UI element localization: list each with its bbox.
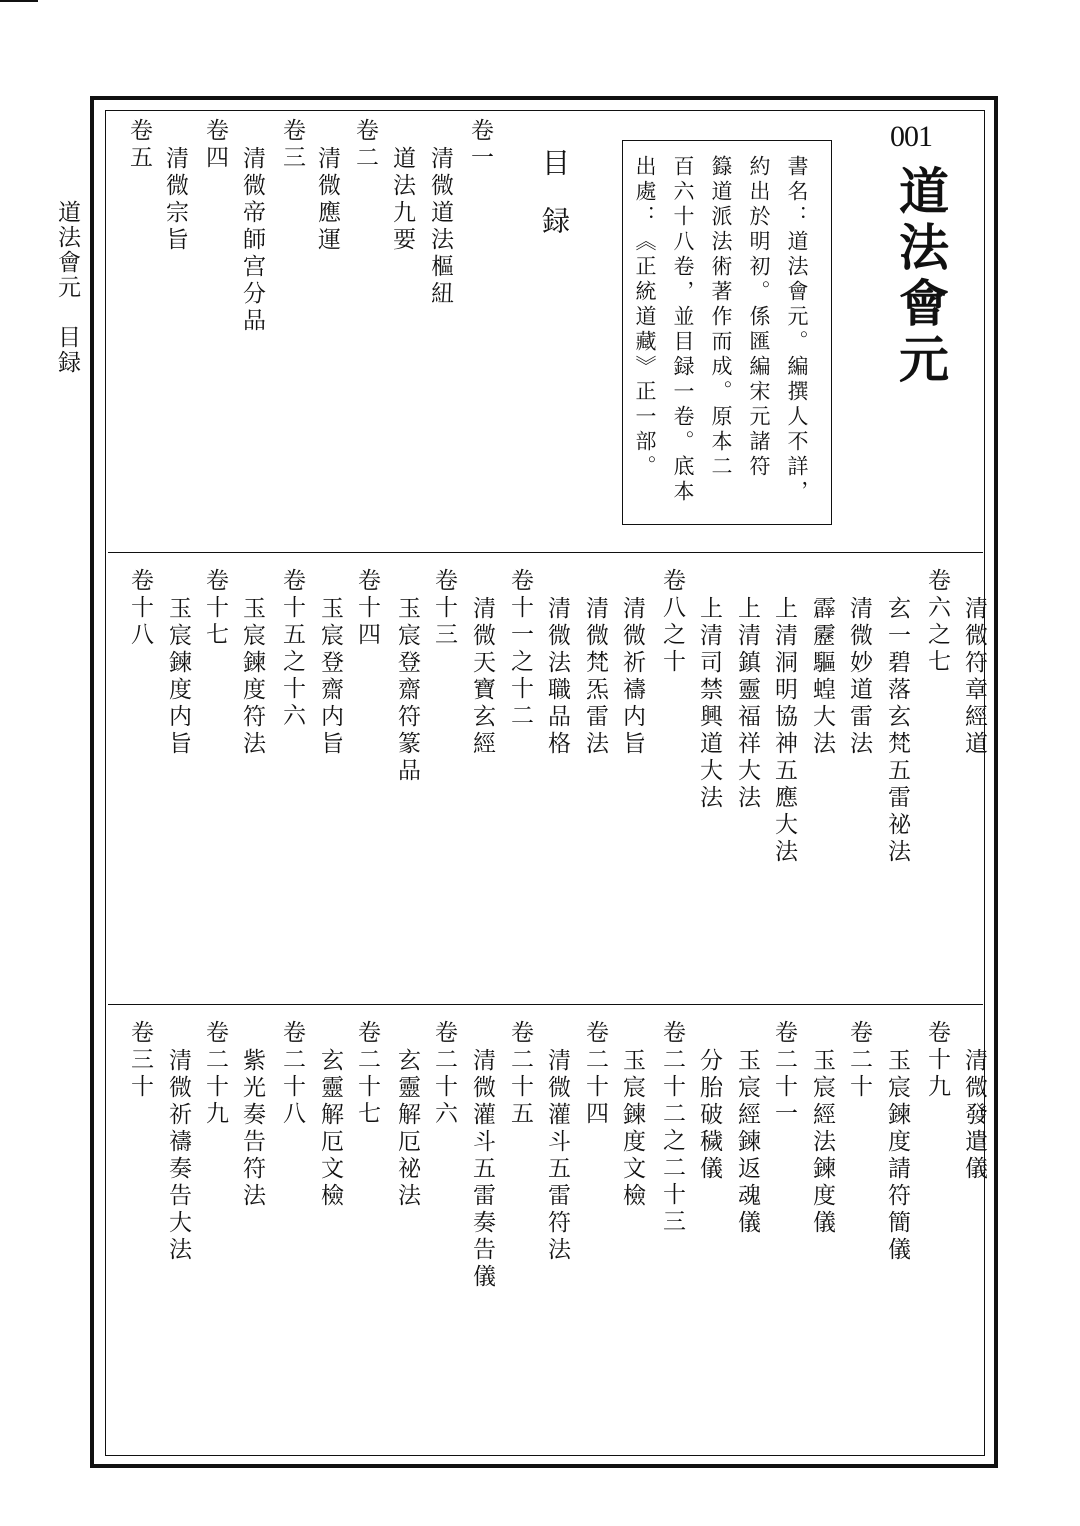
toc-volume-label: 卷二十八 xyxy=(279,1020,305,1128)
toc-entry-title: 清微天寶玄經 xyxy=(469,596,495,758)
toc-entry-title: 道法九要 xyxy=(389,146,415,254)
info-line: 出處：《正統道藏》正一部。 xyxy=(633,155,657,480)
toc-entry-title: 分胎破穢儀 xyxy=(696,1048,722,1183)
toc-volume-label: 卷二十一 xyxy=(771,1020,797,1128)
toc-entry-title: 上清司禁興道大法 xyxy=(696,596,722,812)
toc-entry-title: 清微祈禱内旨 xyxy=(619,596,645,758)
toc-volume-label: 卷十八 xyxy=(127,568,153,649)
toc-volume-label: 卷十七 xyxy=(202,568,228,649)
toc-heading: 目録 xyxy=(538,148,571,264)
toc-volume-label: 卷二 xyxy=(352,118,378,172)
toc-entry-title: 清微符章經道 xyxy=(961,596,987,758)
toc-volume-label: 卷五 xyxy=(126,118,152,172)
toc-entry-title: 清微應運 xyxy=(314,146,340,254)
toc-entry-title: 清微灌斗五雷符法 xyxy=(544,1048,570,1264)
toc-volume-label: 卷三十 xyxy=(127,1020,153,1101)
toc-volume-label: 卷二十九 xyxy=(202,1020,228,1128)
toc-volume-label: 卷二十五 xyxy=(507,1020,533,1128)
info-line: 約出於明初。係匯編宋元諸符 xyxy=(747,155,771,480)
toc-entry-title: 清微法職品格 xyxy=(544,596,570,758)
toc-entry-title: 清微道法樞紐 xyxy=(427,146,453,308)
toc-entry-title: 玉宸鍊度内旨 xyxy=(165,596,191,758)
toc-volume-label: 卷十四 xyxy=(354,568,380,649)
toc-entry-title: 玉宸經法鍊度儀 xyxy=(809,1048,835,1237)
toc-volume-label: 卷一 xyxy=(467,118,493,172)
toc-entry-title: 玉宸登齋符篆品 xyxy=(394,596,420,785)
toc-volume-label: 卷二十四 xyxy=(582,1020,608,1128)
running-header: 道法會元 目録 xyxy=(54,200,80,375)
toc-entry-title: 玄靈解厄文檢 xyxy=(317,1048,343,1210)
toc-entry-title: 清微灌斗五雷奏告儀 xyxy=(469,1048,495,1291)
info-line: 百六十八卷，並目録一卷。底本 xyxy=(671,155,695,505)
toc-volume-label: 卷十三 xyxy=(431,568,457,649)
toc-entry-title: 玄一碧落玄梵五雷祕法 xyxy=(884,596,910,866)
toc-entry-title: 清微祈禱奏告大法 xyxy=(165,1048,191,1264)
toc-entry-title: 玉宸鍊度文檢 xyxy=(619,1048,645,1210)
toc-volume-label: 卷三 xyxy=(279,118,305,172)
toc-volume-label: 卷二十七 xyxy=(354,1020,380,1128)
toc-entry-title: 玉宸鍊度符法 xyxy=(239,596,265,758)
info-line: 籙道派法術著作而成。原本二 xyxy=(709,155,733,480)
book-title: 道法會元 xyxy=(891,165,950,389)
toc-volume-label: 卷二十 xyxy=(846,1020,872,1101)
toc-volume-label: 卷二十六 xyxy=(431,1020,457,1128)
toc-volume-label: 卷四 xyxy=(202,118,228,172)
section-divider xyxy=(108,552,983,553)
toc-volume-label: 卷六之七 xyxy=(924,568,950,676)
toc-entry-title: 玉宸登齋内旨 xyxy=(317,596,343,758)
toc-volume-label: 卷八之十 xyxy=(659,568,685,676)
info-line: 書名：道法會元。編撰人不詳， xyxy=(785,155,809,505)
toc-entry-title: 玄靈解厄祕法 xyxy=(394,1048,420,1210)
toc-volume-label: 卷十五之十六 xyxy=(279,568,305,730)
toc-volume-label: 卷二十二之二十三 xyxy=(659,1020,685,1236)
toc-entry-title: 清微妙道雷法 xyxy=(846,596,872,758)
toc-entry-title: 上清鎮靈福祥大法 xyxy=(734,596,760,812)
toc-entry-title: 清微發遣儀 xyxy=(961,1048,987,1183)
toc-entry-title: 清微梵炁雷法 xyxy=(582,596,608,758)
toc-entry-title: 清微宗旨 xyxy=(162,146,188,254)
toc-entry-title: 玉宸經鍊返魂儀 xyxy=(734,1048,760,1237)
book-info-box xyxy=(622,140,832,525)
folio-mark xyxy=(0,0,38,2)
toc-entry-title: 清微帝師宫分品 xyxy=(239,146,265,335)
section-divider xyxy=(108,1004,983,1005)
toc-volume-label: 卷十一之十二 xyxy=(507,568,533,730)
toc-entry-title: 上清洞明協神五應大法 xyxy=(771,596,797,866)
toc-volume-label: 卷十九 xyxy=(924,1020,950,1101)
toc-entry-title: 紫光奏告符法 xyxy=(239,1048,265,1210)
book-number: 001 xyxy=(890,120,932,153)
toc-entry-title: 玉宸鍊度請符簡儀 xyxy=(884,1048,910,1264)
toc-entry-title: 霹靂驅蝗大法 xyxy=(809,596,835,758)
